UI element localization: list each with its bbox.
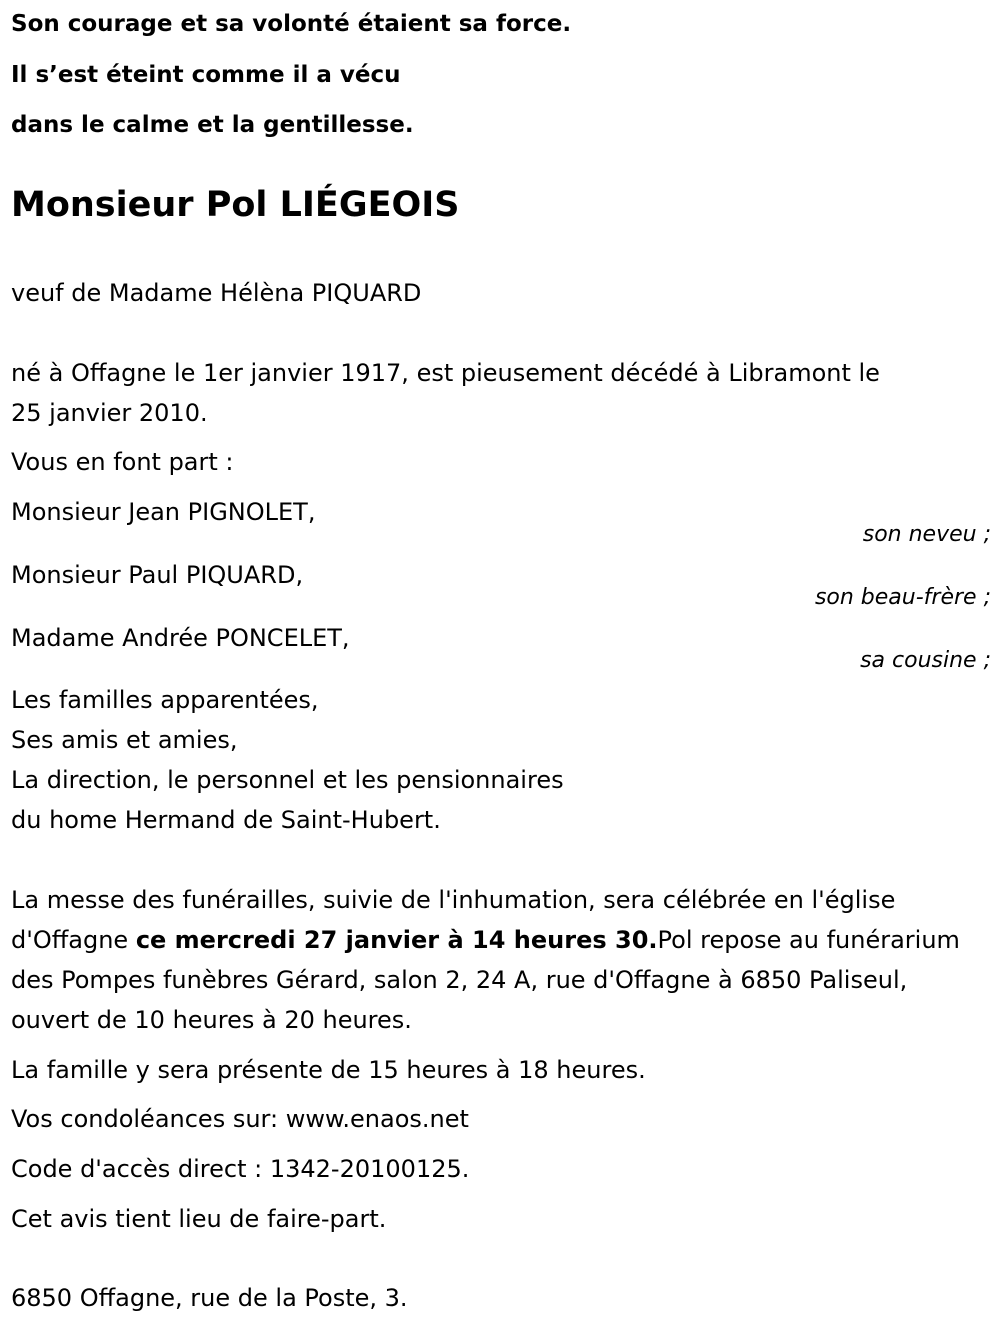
- epigraph-line-3: dans le calme et la gentillesse.: [11, 112, 414, 138]
- funeral-paragraph: [11, 880, 986, 1040]
- announcement-intro: Vous en font part :: [11, 448, 234, 476]
- deceased-name: Monsieur Pol LIÉGEOIS: [11, 185, 460, 225]
- others-line: Ses amis et amies,: [11, 726, 238, 754]
- others-line: La direction, le personnel et les pensionnaires: [11, 766, 564, 794]
- address-line: 6850 Offagne, rue de la Poste, 3.: [11, 1284, 408, 1312]
- funeral-text-part-2: Pol repose au funérarium des Pompes funèbres Gérard, salon 2, 24 A, rue d'Offagne à 6850 Paliseul, ouvert de 10 heures à 20 heures.: [11, 926, 960, 1034]
- funeral-text-part-1: La messe des funérailles, suivie de l'inhumation, sera célébrée en l'église d'Offagne: [11, 886, 896, 954]
- birth-death-line-2: 25 janvier 2010.: [11, 399, 208, 427]
- family-member-name: Madame Andrée PONCELET,: [11, 624, 350, 652]
- obituary-notice: [11, 0, 991, 1334]
- family-member-name: Monsieur Paul PIQUARD,: [11, 561, 304, 589]
- funeral-date-time: ce mercredi 27 janvier à 14 heures 30.: [135, 926, 658, 954]
- family-member-relation: sa cousine ;: [860, 648, 991, 673]
- birth-death-line-1: né à Offagne le 1er janvier 1917, est pieusement décédé à Libramont le: [11, 359, 880, 387]
- access-code: Code d'accès direct : 1342-20100125.: [11, 1155, 470, 1183]
- notice-line: Cet avis tient lieu de faire-part.: [11, 1205, 387, 1233]
- family-member-relation: son beau-frère ;: [814, 585, 991, 610]
- family-member-name: Monsieur Jean PIGNOLET,: [11, 498, 316, 526]
- family-presence: La famille y sera présente de 15 heures à 18 heures.: [11, 1056, 646, 1084]
- condolences-line: Vos condoléances sur: www.enaos.net: [11, 1105, 469, 1133]
- spouse-line: veuf de Madame Hélèna PIQUARD: [11, 279, 422, 307]
- others-line: Les familles apparentées,: [11, 686, 319, 714]
- family-member-relation: son neveu ;: [862, 522, 991, 547]
- others-line: du home Hermand de Saint-Hubert.: [11, 806, 441, 834]
- epigraph-line-2: Il s’est éteint comme il a vécu: [11, 62, 401, 88]
- epigraph-line-1: Son courage et sa volonté étaient sa force.: [11, 11, 572, 37]
